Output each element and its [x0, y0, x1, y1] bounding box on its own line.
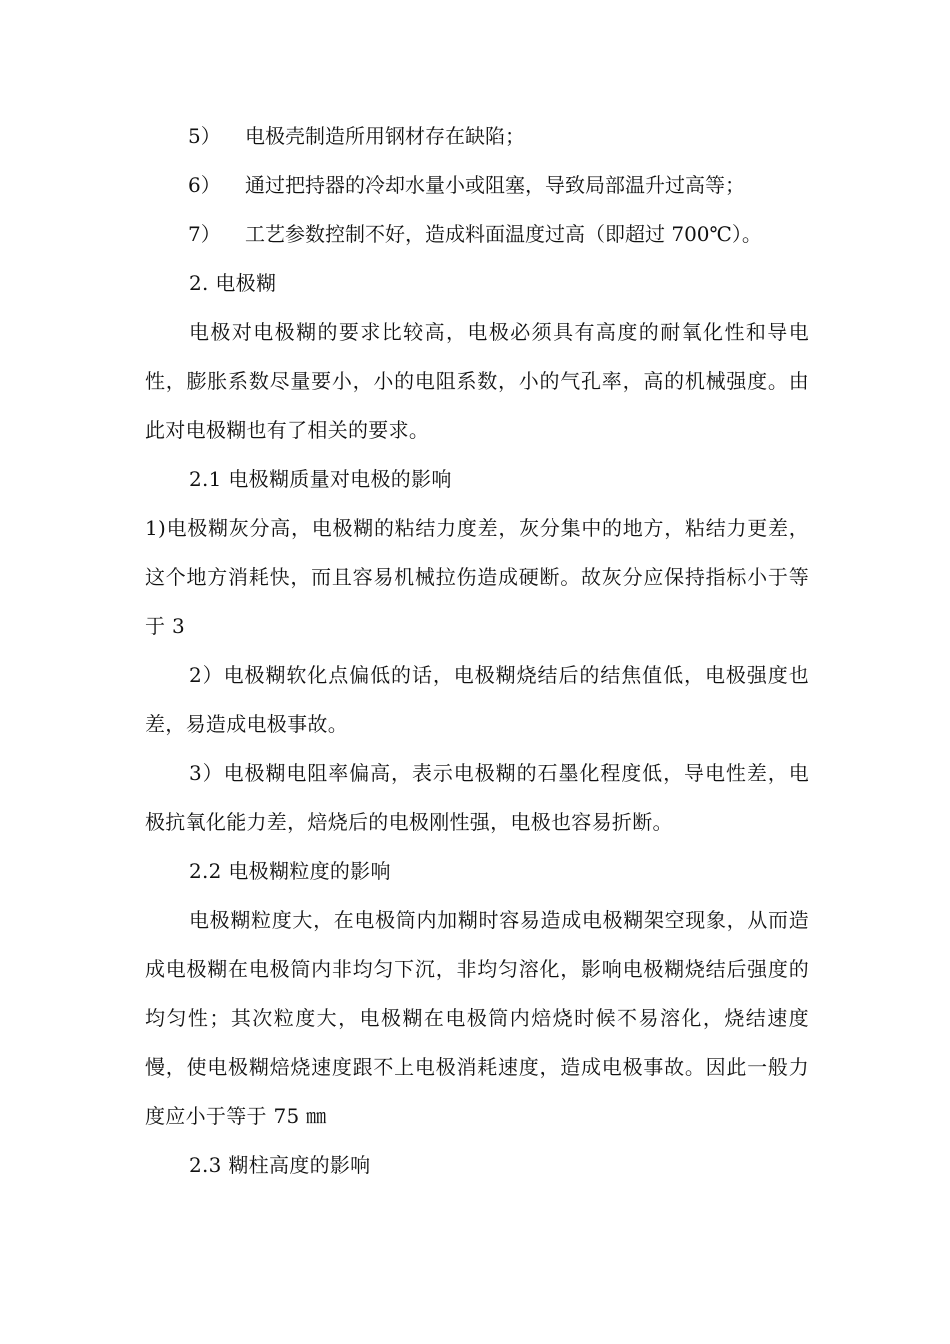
list-text: 工艺参数控制不好，造成料面温度过高（即超过 700℃）。 — [245, 222, 762, 246]
section-heading-2-2: 2.2 电极糊粒度的影响 — [189, 859, 391, 883]
list-number: 5） — [188, 124, 221, 148]
list-number: 6） — [188, 173, 221, 197]
section-heading-2-1: 2.1 电极糊质量对电极的影响 — [189, 467, 452, 491]
list-text: 通过把持器的冷却水量小或阻塞，导致局部温升过高等； — [245, 173, 745, 197]
list-text: 电极壳制造所用钢材存在缺陷； — [245, 124, 525, 148]
paragraph-electrode-paste-requirements: 电极对电极糊的要求比较高，电极必须具有高度的耐氧化性和导电性，膨胀系数尽量要小，小的电阻系数，小的气孔率，高的机械强度。由此对电极糊也有了相关的要求。 — [145, 320, 809, 442]
list-item-7 — [188, 210, 828, 259]
paragraph-resistivity: 3）电极糊电阻率偏高，表示电极糊的石墨化程度低，导电性差，电极抗氧化能力差，焙烧后的电极刚性强，电极也容易折断。 — [145, 761, 809, 834]
list-item-5 — [188, 112, 828, 161]
section-heading-2: 2. 电极糊 — [189, 271, 277, 295]
paragraph-ash-content: 1)电极糊灰分高，电极糊的粘结力度差，灰分集中的地方，粘结力更差，这个地方消耗快，而且容易机械拉伤造成硬断。故灰分应保持指标小于等于 3 — [145, 516, 809, 638]
paragraph-particle-size: 电极糊粒度大，在电极筒内加糊时容易造成电极糊架空现象，从而造成电极糊在电极筒内非均匀下沉，非均匀溶化，影响电极糊烧结后强度的均匀性；其次粒度大，电极糊在电极筒内焙烧时候不易溶化，烧结速度慢，使电极糊焙烧速度跟不上电极消耗速度，造成电极事故。因此一般力度应小于等于 75 ㎜ — [145, 908, 809, 1128]
paragraph-softening-point: 2）电极糊软化点偏低的话，电极糊烧结后的结焦值低，电极强度也差，易造成电极事故。 — [145, 663, 809, 736]
list-item-6 — [188, 161, 828, 210]
list-number: 7） — [188, 222, 221, 246]
section-heading-2-3: 2.3 糊柱高度的影响 — [189, 1153, 371, 1177]
